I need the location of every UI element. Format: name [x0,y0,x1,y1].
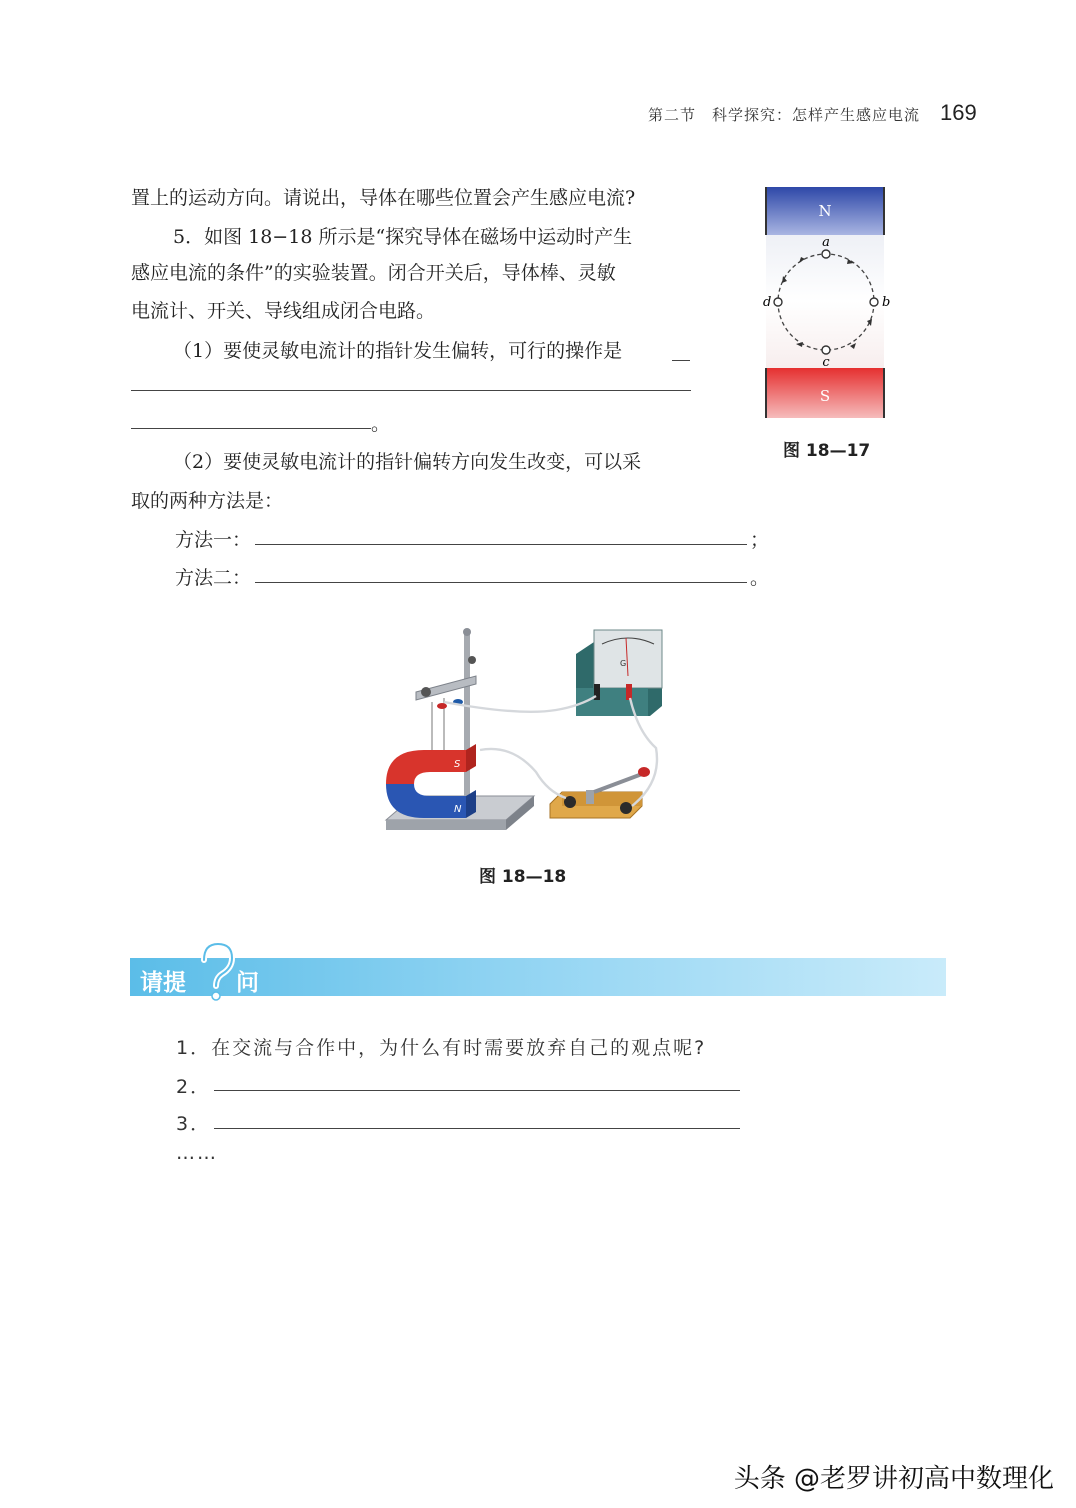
ask-question-2-label: 2． [176,1076,212,1098]
part-1-end-period: 。 [371,413,391,435]
answer-blank-1a[interactable] [672,360,690,361]
ask-title-right: 问 [236,970,259,996]
question-5-part-2-line-2: 取的两种方法是： [131,490,284,512]
south-label: S [819,387,831,405]
ask-question-3-blank[interactable] [214,1128,740,1129]
point-c [822,346,830,354]
question-5-part-1: （1）要使灵敏电流计的指针发生偏转，可行的操作是 [173,340,623,362]
magnet-s-label: S [454,759,461,770]
figure-18-17-caption: 图 18—17 [783,441,871,461]
magnet-n-label: N [454,804,462,815]
point-d-label: d [763,295,772,310]
wire [480,749,566,798]
text-line-1: 置上的运动方向。请说出，导体在哪些位置会产生感应电流? [131,187,636,209]
answer-blank-1b[interactable] [131,390,691,391]
watermark: 头条 @老罗讲初高中数理化 [733,1464,1054,1494]
question-5-line-1: 5．如图 18−18 所示是“探究导体在磁场中运动时产生 [173,226,633,248]
question-5-part-2-line-1: （2）要使灵敏电流计的指针偏转方向发生改变，可以采 [173,451,642,473]
method-1-label: 方法一： [175,529,252,551]
point-b-label: b [882,295,890,310]
ask-question-1: 1．在交流与合作中，为什么有时需要放弃自己的观点呢? [176,1037,707,1059]
point-d [774,298,782,306]
question-mark-icon [196,940,236,1002]
method-2-blank[interactable] [255,582,747,583]
galvanometer-g-label: G [620,659,627,668]
method-2-label: 方法二： [175,567,252,589]
point-c-label: c [822,355,830,370]
ask-question-3-label: 3． [176,1113,212,1135]
point-a-label: a [822,235,830,250]
point-b [870,298,878,306]
ask-question-2-blank[interactable] [214,1090,740,1091]
figure-18-18-caption: 图 18—18 [479,867,567,887]
page-number: 169 [940,100,977,125]
switch-lever [594,774,642,792]
method-1-end: ； [750,529,770,551]
ask-title-left: 请提 [140,970,186,996]
question-5-line-2: 感应电流的条件”的实验装置。闭合开关后，导体棒、灵敏 [131,262,616,284]
north-label: N [818,202,832,220]
answer-blank-1c[interactable] [131,428,371,429]
figure-18-17 [760,183,890,423]
method-1-blank[interactable] [255,544,747,545]
question-5-line-3: 电流计、开关、导线组成闭合电路。 [131,300,436,322]
point-a [822,250,830,258]
section-title: 第二节 科学探究：怎样产生感应电流 [648,106,921,124]
figure-18-18 [380,622,676,844]
ask-ellipsis: …… [176,1142,218,1164]
method-2-end: 。 [750,567,770,589]
